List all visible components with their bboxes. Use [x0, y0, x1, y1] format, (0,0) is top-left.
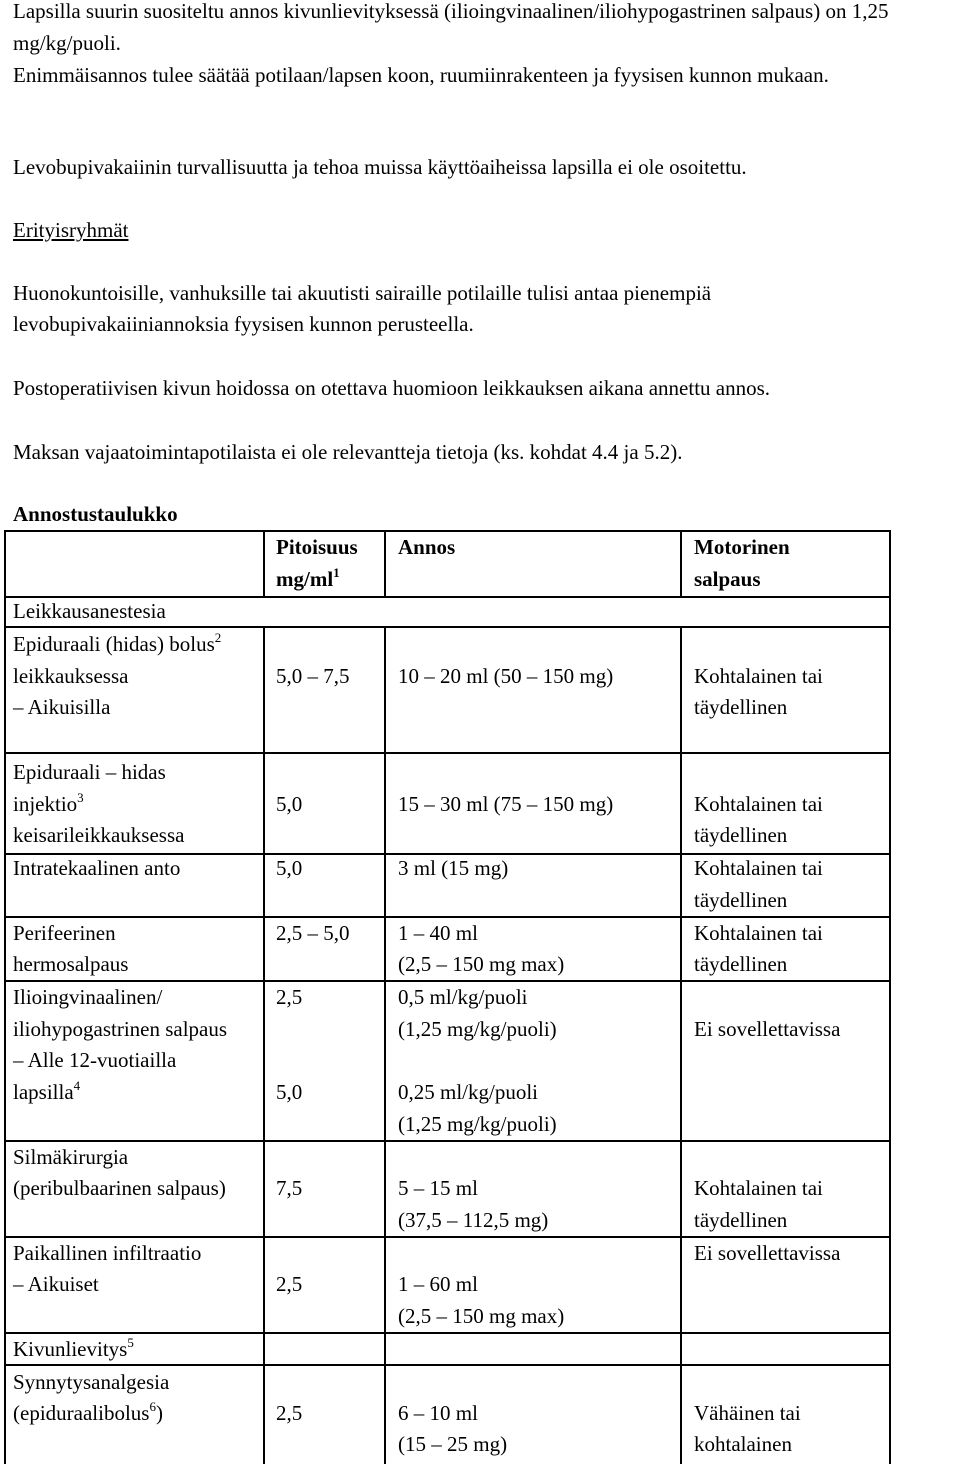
table-border: [4, 752, 891, 754]
table-cell: 5,0: [276, 1080, 303, 1104]
table-cell: Synnytysanalgesia: [13, 1370, 170, 1394]
table-cell: – Aikuisilla: [13, 695, 111, 719]
table-cell: (2,5 – 150 mg max): [398, 1304, 565, 1328]
table-cell: 1 – 60 ml: [398, 1272, 478, 1296]
table-border: [263, 626, 265, 1464]
header-motor-block: salpaus: [694, 567, 761, 591]
table-cell: Epiduraali – hidas: [13, 760, 166, 784]
section-heading: Erityisryhmät: [13, 218, 129, 242]
table-cell: Kohtalainen tai: [694, 664, 823, 688]
table-cell: Vähäinen tai: [694, 1401, 801, 1425]
table-cell: 7,5: [276, 1176, 303, 1200]
table-cell: 0,5 ml/kg/puoli: [398, 985, 528, 1009]
table-cell: kohtalainen: [694, 1432, 792, 1456]
table-cell: 2,5: [276, 1401, 303, 1425]
table-title: Annostustaulukko: [13, 502, 178, 526]
table-cell: Paikallinen infiltraatio: [13, 1241, 202, 1265]
table-border: [263, 530, 265, 598]
table-cell: Ilioingvinaalinen/: [13, 985, 163, 1009]
table-cell: Kohtalainen tai: [694, 856, 823, 880]
header-concentration-unit: $mg/ml^1$: [276, 565, 340, 591]
table-cell: injektio$^3$: [13, 790, 84, 816]
text-line: mg/kg/puoli.: [13, 31, 121, 55]
table-cell: leikkauksessa: [13, 664, 129, 688]
table-cell: Perifeerinen: [13, 921, 116, 945]
text-line: Enimmäisannos tulee säätää potilaan/lapsen koon, ruumiinrakenteen ja fyysisen kunnon mukaan.: [13, 63, 829, 87]
text-line: Lapsilla suurin suositeltu annos kivunlievityksessä (ilioingvinaalinen/iliohypogastrinen salpaus) on 1,25: [13, 0, 889, 23]
table-cell: (1,25 mg/kg/puoli): [398, 1112, 557, 1136]
table-border: [4, 1364, 891, 1366]
header-dose: Annos: [398, 535, 456, 559]
table-cell: (epiduraalibolus$^6$): [13, 1399, 163, 1425]
table-border: [4, 530, 6, 1464]
table-cell: 2,5 – 5,0: [276, 921, 350, 945]
table-border: [680, 626, 682, 1464]
section-label: Leikkausanestesia: [13, 599, 166, 623]
table-cell: – Alle 12-vuotiailla: [13, 1048, 177, 1072]
table-cell: 0,25 ml/kg/puoli: [398, 1080, 539, 1104]
table-cell: (peribulbaarinen salpaus): [13, 1176, 226, 1200]
table-cell: 5,0: [276, 856, 303, 880]
table-cell: 3 ml (15 mg): [398, 856, 509, 880]
table-cell: – Aikuiset: [13, 1272, 99, 1296]
table-cell: 10 – 20 ml (50 – 150 mg): [398, 664, 614, 688]
section-label: Kivunlievitys$^5$: [13, 1335, 134, 1361]
header-concentration: Pitoisuus: [276, 535, 358, 559]
table-cell: keisarileikkauksessa: [13, 823, 185, 847]
table-border: [384, 626, 386, 1464]
table-cell: täydellinen: [694, 888, 788, 912]
text-line: Levobupivakaiinin turvallisuutta ja tehoa muissa käyttöaiheissa lapsilla ei ole osoitettu.: [13, 155, 747, 179]
table-cell: 5,0: [276, 792, 303, 816]
table-cell: 6 – 10 ml: [398, 1401, 478, 1425]
table-cell: (1,25 mg/kg/puoli): [398, 1017, 557, 1041]
table-cell: 15 – 30 ml (75 – 150 mg): [398, 792, 614, 816]
table-cell: Kohtalainen tai: [694, 792, 823, 816]
table-cell: 2,5: [276, 1272, 303, 1296]
table-cell: Ei sovellettavissa: [694, 1017, 841, 1041]
table-border: [889, 530, 891, 1464]
text-line: Postoperatiivisen kivun hoidossa on otettava huomioon leikkauksen aikana annettu annos.: [13, 376, 771, 400]
header-motor-block: Motorinen: [694, 535, 790, 559]
table-cell: täydellinen: [694, 695, 788, 719]
text-line: Maksan vajaatoimintapotilaista ei ole relevantteja tietoja (ks. kohdat 4.4 ja 5.2).: [13, 440, 683, 464]
table-cell: (37,5 – 112,5 mg): [398, 1208, 549, 1232]
text-line: Huonokuntoisille, vanhuksille tai akuutisti sairaille potilaille tulisi antaa pienempiä: [13, 281, 712, 305]
table-cell: (15 – 25 mg): [398, 1432, 508, 1456]
table-cell: Epiduraali (hidas) bolus$^2$: [13, 630, 222, 656]
table-cell: iliohypogastrinen salpaus: [13, 1017, 228, 1041]
table-cell: Ei sovellettavissa: [694, 1241, 841, 1265]
table-cell: Silmäkirurgia: [13, 1145, 129, 1169]
table-cell: 1 – 40 ml: [398, 921, 478, 945]
table-cell: 5,0 – 7,5: [276, 664, 350, 688]
table-cell: Kohtalainen tai: [694, 921, 823, 945]
table-cell: täydellinen: [694, 952, 788, 976]
table-cell: lapsilla$^4$: [13, 1078, 81, 1104]
table-cell: Kohtalainen tai: [694, 1176, 823, 1200]
table-cell: täydellinen: [694, 823, 788, 847]
table-cell: Intratekaalinen anto: [13, 856, 181, 880]
table-cell: 5 – 15 ml: [398, 1176, 478, 1200]
text-line: levobupivakaiiniannoksia fyysisen kunnon perusteella.: [13, 312, 474, 336]
table-cell: 2,5: [276, 985, 303, 1009]
table-border: [384, 530, 386, 598]
table-cell: (2,5 – 150 mg max): [398, 952, 565, 976]
table-border: [680, 530, 682, 598]
table-cell: täydellinen: [694, 1208, 788, 1232]
table-cell: hermosalpaus: [13, 952, 129, 976]
